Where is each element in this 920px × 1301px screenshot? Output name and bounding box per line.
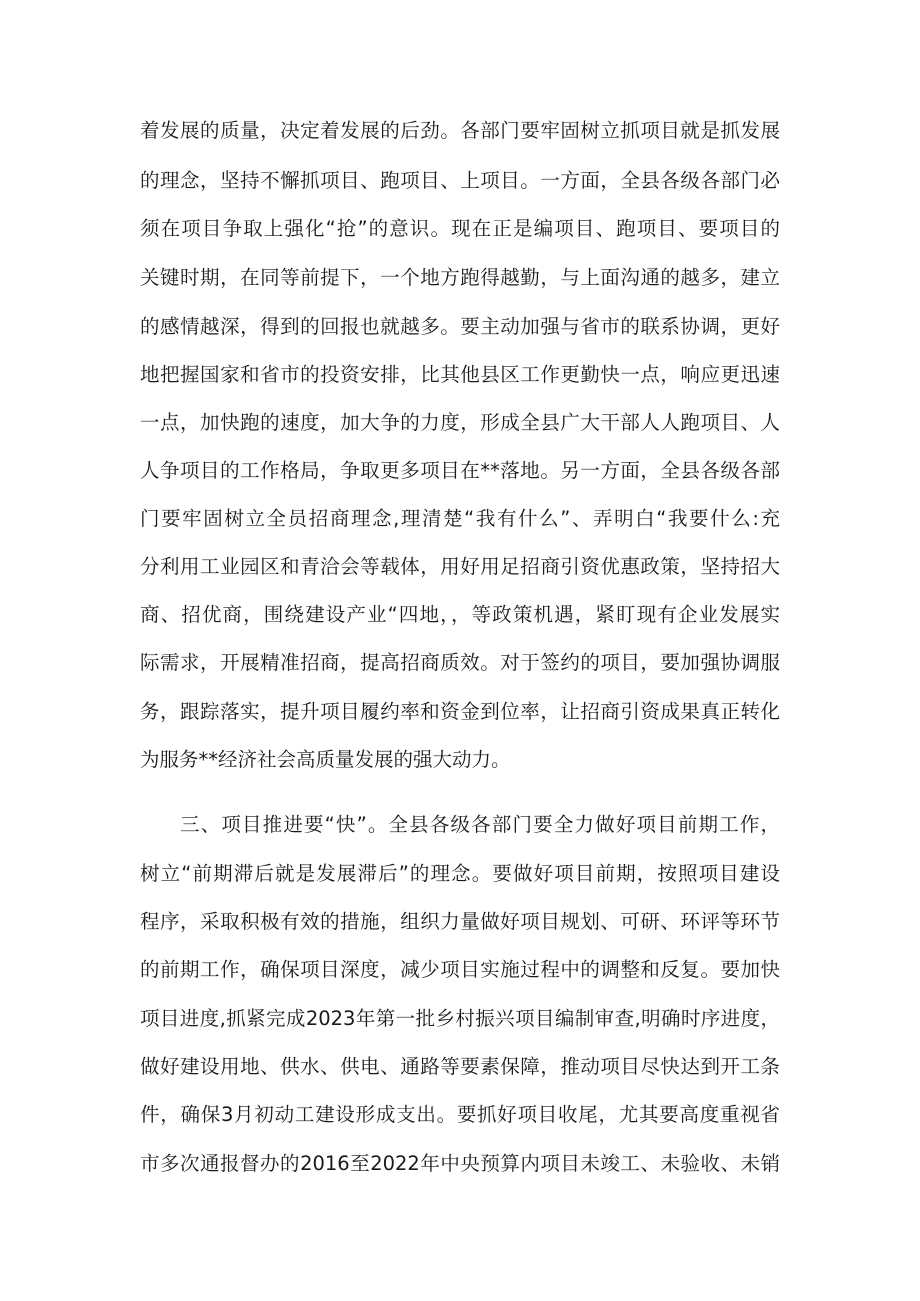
text-line: 项目进度,抓紧完成2023年第一批乡村振兴项目编制审查,明确时序进度， (140, 1007, 780, 1030)
text-line: 地把握国家和省市的投资安排，比其他县区工作更勤快一点，响应更迅速 (140, 363, 780, 386)
text-line: 做好建设用地、供水、供电、通路等要素保障，推动项目尽快达到开工条 (140, 1055, 780, 1078)
text-line: 的感情越深，得到的回报也就越多。要主动加强与省市的联系协调，更好 (140, 315, 780, 338)
text-line: 门要牢固树立全员招商理念,理清楚“我有什么”、弄明白“我要什么:充 (140, 507, 780, 530)
text-line: 的前期工作，确保项目深度，减少项目实施过程中的调整和反复。要加快 (140, 958, 780, 981)
text-line: 的理念，坚持不懈抓项目、跑项目、上项目。一方面，全县各级各部门必 (140, 169, 780, 192)
text-line: 一点，加快跑的速度，加大争的力度，形成全县广大干部人人跑项目、人 (140, 411, 780, 434)
text-line: 程序，采取积极有效的措施，组织力量做好项目规划、可研、环评等环节 (140, 910, 780, 933)
text-line: 市多次通报督办的2016至2022年中央预算内项目未竣工、未验收、未销 (140, 1152, 780, 1175)
text-line: 树立“前期滞后就是发展滞后”的理念。要做好项目前期，按照项目建设 (140, 862, 780, 885)
text-line: 着发展的质量，决定着发展的后劲。各部门要牢固树立抓项目就是抓发展 (140, 119, 780, 142)
text-line: 人争项目的工作格局，争取更多项目在**落地。另一方面，全县各级各部 (140, 459, 780, 482)
text-line: 关键时期，在同等前提下，一个地方跑得越勤，与上面沟通的越多，建立 (140, 266, 780, 289)
text-line: 际需求，开展精准招商，提高招商质效。对于签约的项目，要加强协调服 (140, 651, 780, 674)
text-line: 件，确保3月初动工建设形成支出。要抓好项目收尾，尤其要高度重视省 (140, 1103, 780, 1126)
text-line: 务，跟踪落实，提升项目履约率和资金到位率，让招商引资成果真正转化 (140, 700, 780, 723)
text-line: 商、招优商，围绕建设产业“四地，，等政策机遇，紧盯现有企业发展实 (140, 603, 780, 626)
text-line: 为服务**经济社会高质量发展的强大动力。 (140, 748, 511, 771)
section-heading-line: 三、项目推进要“快”。全县各级各部门要全力做好项目前期工作， (180, 813, 780, 836)
text-line: 须在项目争取上强化“抢”的意识。现在正是编项目、跑项目、要项目的 (140, 217, 780, 240)
text-line: 分利用工业园区和青洽会等载体，用好用足招商引资优惠政策，坚持招大 (140, 555, 780, 578)
